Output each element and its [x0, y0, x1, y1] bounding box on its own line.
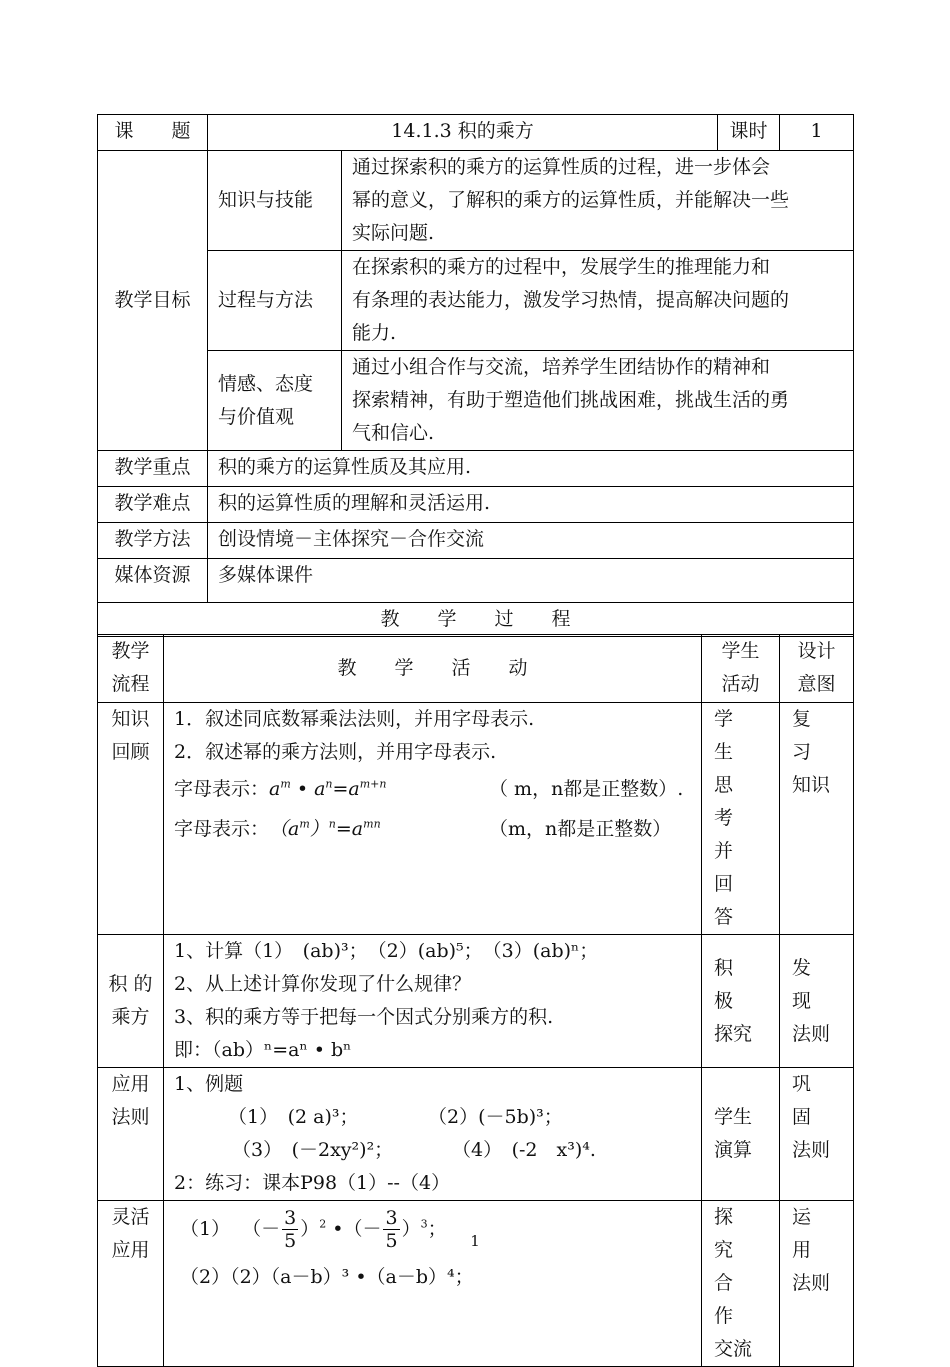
student-header — [702, 635, 780, 703]
text-line: 探索精神，有助于塑造他们挑战困难，挑战生活的勇 — [352, 389, 790, 411]
student-cell — [702, 1068, 780, 1201]
process-title-row — [98, 603, 854, 637]
objective-label: 知识与技能 — [208, 151, 342, 251]
formula-prefix: 字母表示： — [174, 818, 270, 840]
text-line: 法则 — [111, 1106, 150, 1128]
flow-cell — [98, 935, 164, 1068]
process-row — [98, 703, 854, 935]
objective-text — [342, 351, 854, 451]
text-line: 通过探索积的乘方的运算性质的过程，进一步体会 — [352, 156, 771, 178]
fraction-denominator: 5 — [284, 1229, 297, 1252]
text-line: 学生 — [721, 640, 760, 662]
text-line: 探究 — [714, 1022, 753, 1045]
objective-text — [342, 251, 854, 351]
text-line: 回顾 — [111, 741, 150, 763]
text-line: 复 习 — [792, 708, 831, 763]
text-line: 并 回 — [714, 840, 753, 895]
activity-cell — [164, 935, 702, 1068]
text-line: 乘方 — [111, 1006, 150, 1028]
design-cell — [780, 935, 854, 1068]
info-label: 教学难点 — [98, 487, 208, 523]
text-line: 幂的意义，了解积的乘方的运算性质，并能解决一些 — [352, 189, 790, 211]
text-line: 学 生 — [714, 708, 753, 763]
info-label: 媒体资源 — [98, 559, 208, 603]
example-line — [174, 1101, 701, 1134]
text-line: 积 极 — [714, 956, 753, 1012]
formula-product-rule: $a^m$ • $a^n=a^{m+n}$ — [269, 777, 387, 800]
flow-cell — [98, 703, 164, 935]
text-line: 3、积的乘方等于把每一个因式分别乘方的积. — [174, 1006, 554, 1028]
objective-text — [342, 151, 854, 251]
info-row — [98, 451, 854, 487]
text-line: 知识 — [111, 708, 150, 730]
info-row — [98, 487, 854, 523]
design-cell — [780, 703, 854, 935]
info-row — [98, 559, 854, 603]
text-line: 学生 — [714, 1106, 753, 1128]
design-header — [780, 635, 854, 703]
text-line: 合 作 — [714, 1272, 753, 1327]
text-line: 灵活 — [111, 1206, 150, 1228]
formula-line — [174, 769, 701, 809]
info-label: 教学重点 — [98, 451, 208, 487]
text-line: （2）（2）（a－b）³ •（a－b）⁴； — [180, 1266, 474, 1288]
formula-prefix: 字母表示： — [174, 778, 270, 800]
text-line: 在探索积的乘方的过程中，发展学生的推理能力和 — [352, 256, 771, 278]
text-line: 发 现 — [792, 956, 831, 1012]
text-line: 演算 — [714, 1139, 753, 1161]
example-item: （1） (2 a)³； — [228, 1106, 359, 1128]
formula-power-rule: $(a^m)^n=a^{mn}$ — [269, 817, 381, 840]
page-number: 1 — [470, 1232, 480, 1250]
activity-cell — [164, 703, 702, 935]
info-value: 创设情境－主体探究－合作交流 — [208, 523, 854, 559]
process-row — [98, 935, 854, 1068]
hours-value: 1 — [780, 115, 854, 151]
student-cell — [702, 935, 780, 1068]
topic-value: 14.1.3 积的乘方 — [208, 115, 718, 151]
text-line: 教学 — [111, 640, 150, 662]
example-item: （4） (-2 x³)⁴. — [452, 1139, 596, 1161]
text-line: 实际问题. — [352, 222, 435, 244]
formula-line — [174, 809, 701, 849]
text-line: 活动 — [721, 673, 760, 695]
example-line — [174, 1134, 701, 1167]
text-line: 意图 — [797, 673, 836, 695]
activity-cell — [164, 1068, 702, 1201]
text-line: 通过小组合作与交流，培养学生团结协作的精神和 — [352, 356, 771, 378]
text-line: 法则 — [792, 1139, 831, 1161]
text-line: 设计 — [797, 640, 836, 662]
objectives-label: 教学目标 — [98, 151, 208, 451]
text-line: 即：（ab）ⁿ=aⁿ • bⁿ — [174, 1039, 352, 1061]
text-line: 运 用 — [792, 1206, 831, 1261]
flow-cell — [98, 1068, 164, 1201]
text-line: 流程 — [111, 673, 150, 695]
text-line: 2、从上述计算你发现了什么规律？ — [174, 973, 472, 995]
flow-header — [98, 635, 164, 703]
activity-header: 教 学 活 动 — [164, 635, 702, 703]
process-title: 教 学 过 程 — [98, 603, 854, 637]
question-label: （1） — [180, 1217, 231, 1240]
info-row — [98, 523, 854, 559]
objective-row — [98, 351, 854, 451]
objective-row — [98, 251, 854, 351]
fraction-numerator: 3 — [385, 1206, 398, 1229]
design-cell — [780, 1068, 854, 1201]
formula-note: （ m，n都是正整数）. — [489, 778, 684, 800]
text-line: 知识 — [792, 774, 831, 796]
lesson-info-table — [97, 114, 854, 637]
text-line: 巩 固 — [792, 1073, 831, 1128]
process-table — [97, 634, 854, 1367]
fraction-numerator: 3 — [284, 1206, 297, 1229]
text-line: 1、例题 — [174, 1073, 244, 1095]
text-line: 法则 — [792, 1272, 831, 1294]
fraction-denominator: 5 — [385, 1229, 398, 1252]
example-item: （3） (－2xy²)²； — [232, 1139, 394, 1161]
text-line: 情感、态度 — [218, 372, 314, 395]
objective-row — [98, 151, 854, 251]
text-line: 应用 — [111, 1073, 150, 1095]
text-line: 法则 — [792, 1022, 831, 1045]
fraction-line: （1） （－ $\frac{3}{5}$ ）$^2$ •（－ $\frac{3}{5}$ ）$^3$； — [180, 1206, 447, 1252]
text-line: 气和信心. — [352, 422, 435, 444]
text-line: 交流 — [714, 1338, 753, 1360]
process-row — [98, 1068, 854, 1201]
objective-label — [208, 351, 342, 451]
text-line: 与价值观 — [218, 405, 295, 428]
text-line: 2．叙述幂的乘方法则，并用字母表示. — [174, 741, 497, 763]
text-line: 2：练习：课本P98（1）--（4） — [174, 1172, 451, 1194]
text-line: 思 考 — [714, 774, 753, 829]
topic-label: 课 题 — [98, 115, 208, 151]
example-item: （2）(－5b)³； — [428, 1106, 563, 1128]
info-value: 积的运算性质的理解和灵活运用. — [208, 487, 854, 523]
process-header-row — [98, 635, 854, 703]
text-line: 1．叙述同底数幂乘法法则，并用字母表示. — [174, 708, 535, 730]
hours-label: 课时 — [718, 115, 780, 151]
formula-note: （m，n都是正整数） — [489, 818, 672, 840]
text-line: 能力. — [352, 322, 397, 344]
text-line: 应用 — [111, 1239, 150, 1261]
text-line: 答 — [714, 906, 734, 928]
info-value: 积的乘方的运算性质及其应用. — [208, 451, 854, 487]
student-cell — [702, 703, 780, 935]
text-line: 有条理的表达能力，激发学习热情，提高解决问题的 — [352, 289, 790, 311]
info-value: 多媒体课件 — [208, 559, 854, 603]
text-line: 1、计算（1） (ab)³； （2）(ab)⁵； （3）(ab)ⁿ； — [174, 940, 599, 962]
objective-label: 过程与方法 — [208, 251, 342, 351]
text-line: 积 的 — [108, 973, 153, 995]
info-label: 教学方法 — [98, 523, 208, 559]
topic-row — [98, 115, 854, 151]
text-line: 探 究 — [714, 1206, 753, 1261]
